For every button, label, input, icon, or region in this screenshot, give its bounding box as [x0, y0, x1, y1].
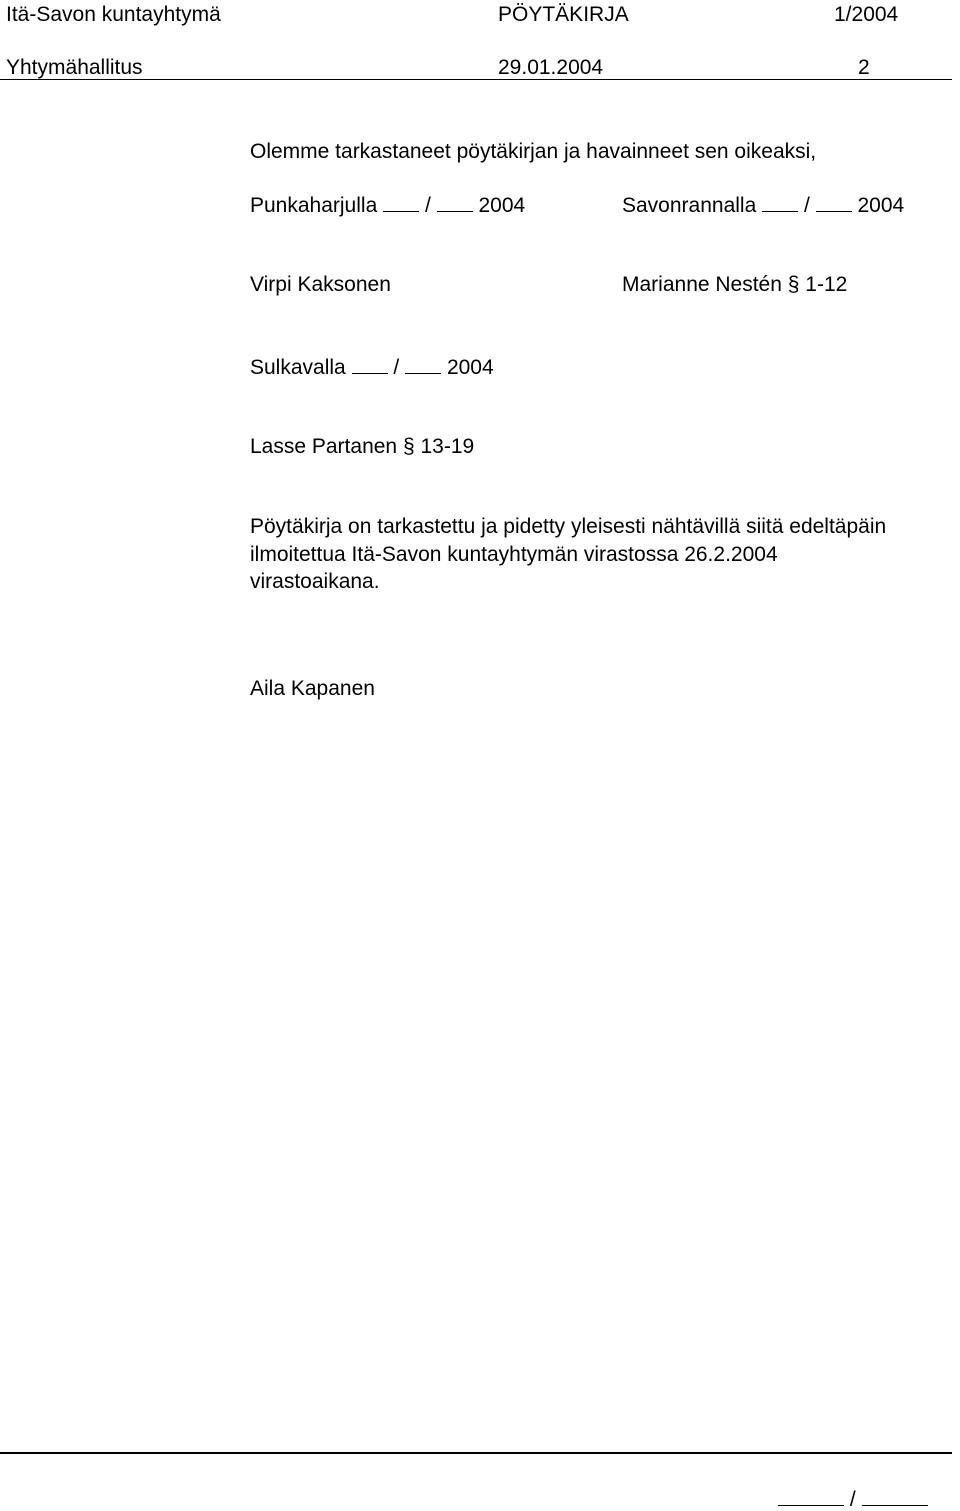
- signer-virpi-kaksonen: Virpi Kaksonen: [250, 273, 391, 296]
- date-line-sulkava: [250, 355, 494, 378]
- day-blank[interactable]: [383, 193, 419, 212]
- signer-name: Marianne Nestén: [622, 273, 782, 296]
- section-range: § 13-19: [402, 435, 475, 458]
- date-slash: /: [424, 194, 431, 217]
- place-sulkava: Sulkavalla: [250, 356, 346, 379]
- date-line-punkaharju: [250, 193, 525, 216]
- notice-signer: Aila Kapanen: [250, 677, 375, 700]
- footer-month-blank[interactable]: [862, 1487, 928, 1506]
- page-number: 2: [858, 56, 870, 79]
- notice-line-2: ilmoitettua Itä-Savon kuntayhtymän virastossa 26.2.2004: [250, 543, 778, 566]
- document-type: PÖYTÄKIRJA: [498, 3, 629, 26]
- date-year: 2004: [446, 356, 494, 379]
- day-blank[interactable]: [762, 193, 798, 212]
- footer-day-blank[interactable]: [778, 1487, 844, 1506]
- date-year: 2004: [857, 194, 905, 217]
- organization-name: Itä-Savon kuntayhtymä: [6, 3, 221, 26]
- approval-statement: Olemme tarkastaneet pöytäkirjan ja havainneet sen oikeaksi,: [250, 140, 817, 163]
- footer-date-line: [778, 1487, 928, 1510]
- signer-name: Lasse Partanen: [250, 435, 398, 458]
- section-range: § 1-12: [787, 273, 848, 296]
- date-line-savonranta: [622, 193, 904, 216]
- place-savonranta: Savonrannalla: [622, 194, 757, 217]
- signer-lasse-partanen: [250, 436, 474, 457]
- signer-marianne-nesten: [622, 274, 847, 295]
- month-blank[interactable]: [437, 193, 473, 212]
- place-punkaharju: Punkaharjulla: [250, 194, 378, 217]
- notice-line-3: virastoaikana.: [250, 570, 380, 593]
- footer-divider: [0, 1452, 952, 1454]
- meeting-date: 29.01.2004: [498, 56, 604, 79]
- month-blank[interactable]: [405, 355, 441, 374]
- month-blank[interactable]: [816, 193, 852, 212]
- day-blank[interactable]: [352, 355, 388, 374]
- footer-slash: /: [849, 1488, 856, 1511]
- governing-body: Yhtymähallitus: [6, 56, 143, 79]
- date-year: 2004: [478, 194, 526, 217]
- date-slash: /: [803, 194, 810, 217]
- notice-line-1: Pöytäkirja on tarkastettu ja pidetty yleisesti nähtävillä siitä edeltäpäin: [250, 515, 887, 538]
- document-number: 1/2004: [834, 3, 899, 26]
- header-divider: [0, 79, 952, 80]
- date-slash: /: [393, 356, 400, 379]
